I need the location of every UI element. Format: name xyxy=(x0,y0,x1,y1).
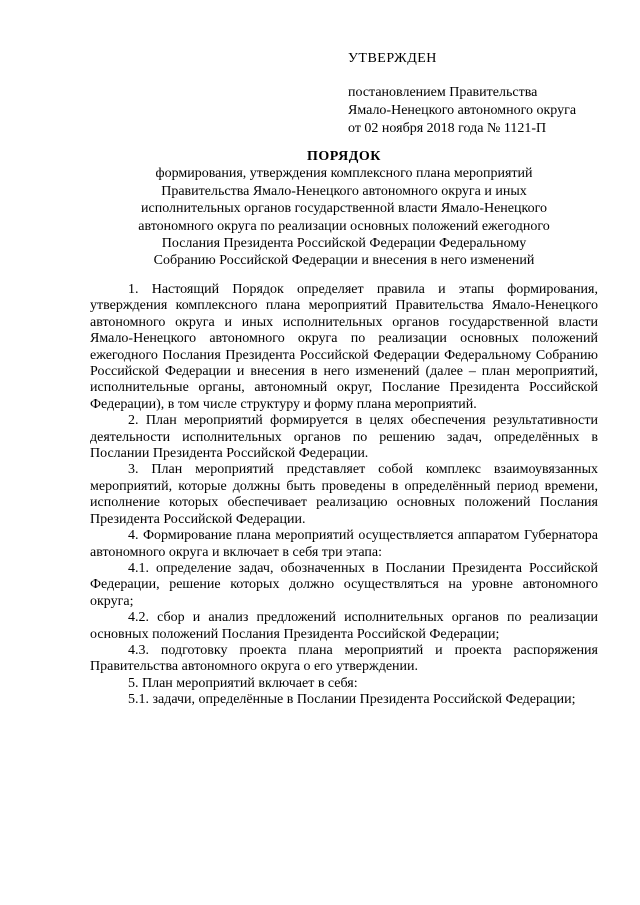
document-body xyxy=(90,282,598,709)
heading-line: формирования, утверждения комплексного плана мероприятий xyxy=(155,166,533,182)
approval-line-region: Ямало-Ненецкого автономного округа xyxy=(348,103,577,118)
document-heading xyxy=(90,148,598,270)
paragraph-4-1: 4.1. определение задач, обозначенных в Послании Президента Российской Федерации, решение которых должно осуществляться на уровне автономного округа; xyxy=(90,560,598,609)
document-title: ПОРЯДОК xyxy=(307,149,381,164)
paragraph-4: 4. Формирование плана мероприятий осуществляется аппаратом Губернатора автономного округа и включает в себя три этапа: xyxy=(90,528,598,560)
paragraph-4-2: 4.2. сбор и анализ предложений исполнительных органов по реализации основных положений Послания Президента Российской Федерации; xyxy=(90,610,598,642)
approval-line-decree: постановлением Правительства xyxy=(348,85,538,100)
paragraph-3: 3. План мероприятий представляет собой комплекс взаимоувязанных мероприятий, которые должны быть проведены в определённый период времени, исполнение которых обеспечивает реализацию основных положений Послания Президента Российской Федерации. xyxy=(90,462,598,527)
paragraph-5: 5. План мероприятий включает в себя: xyxy=(128,675,358,691)
heading-line: исполнительных органов государственной власти Ямало-Ненецкого xyxy=(141,201,547,217)
paragraph-5-1: 5.1. задачи, определённые в Послании Президента Российской Федерации; xyxy=(128,692,576,708)
heading-line: Послания Президента Российской Федерации Федеральному xyxy=(161,236,527,252)
heading-line: автономного округа по реализации основных положений ежегодного xyxy=(138,218,550,234)
paragraph-2: 2. План мероприятий формируется в целях обеспечения результативности деятельности исполнительных органов по решению задач, определённых в Послании Президента Российской Федерации. xyxy=(90,413,598,462)
approval-title: УТВЕРЖДЕН xyxy=(348,51,437,66)
heading-line: Правительства Ямало-Ненецкого автономного округа и иных xyxy=(161,183,527,199)
paragraph-4-3: 4.3. подготовку проекта плана мероприятий и проекта распоряжения Правительства автономного округа о его утверждении. xyxy=(90,642,598,675)
heading-line: Собранию Российской Федерации и внесения в него изменений xyxy=(153,253,535,269)
approval-line-date: от 02 ноября 2018 года № 1121-П xyxy=(348,121,547,136)
approval-block xyxy=(348,50,628,138)
paragraph-1: 1. Настоящий Порядок определяет правила и этапы формирования, утверждения комплексного плана мероприятий Правительства Ямало-Ненецкого автономного округа и иных исполнительных органов государственной власти Ямало-Ненецкого автономного округа по реализации основных положений ежегодного Послания Президента Российской Федерации Федеральному Собранию Российской Федерации и внесения в него изменений (далее – план мероприятий, исполнительные органы, автономный округ, Послание Президента Российской Федерации), в том числе структуру и форму плана мероприятий. xyxy=(90,282,598,412)
